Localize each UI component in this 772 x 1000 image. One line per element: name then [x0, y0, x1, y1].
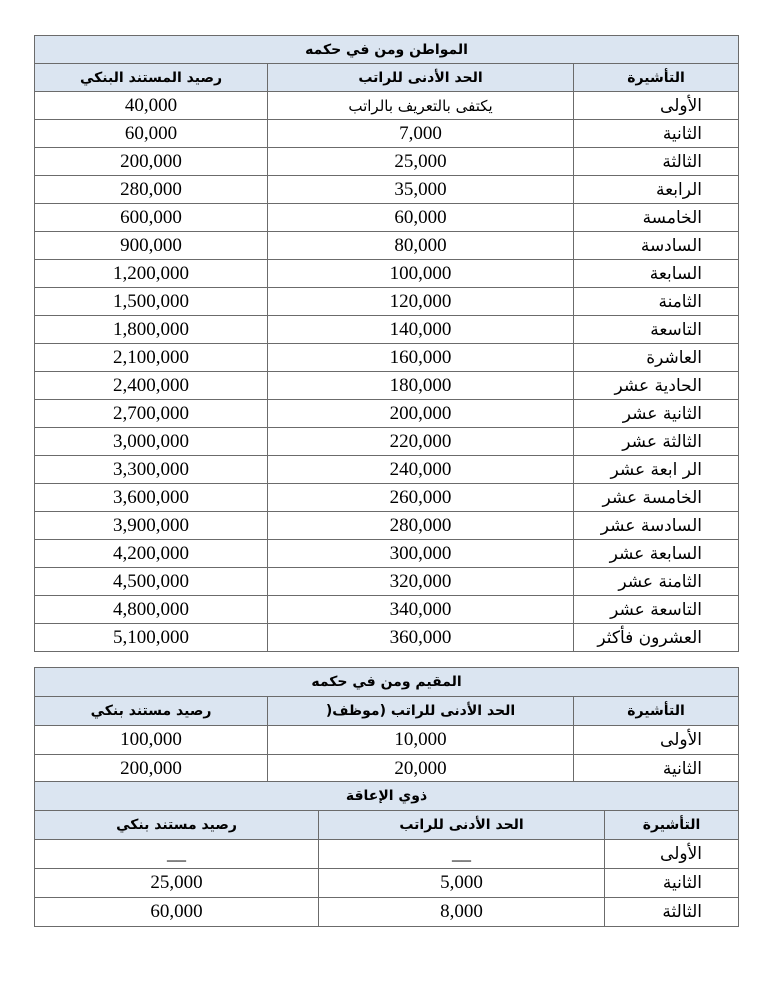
bank-balance-cell: 1,800,000: [35, 316, 268, 344]
min-salary-cell: 360,000: [268, 624, 574, 652]
visa-cell: السادسة: [574, 232, 739, 260]
min-salary-cell: 8,000: [319, 898, 605, 927]
visa-cell: التاسعة عشر: [574, 596, 739, 624]
visa-cell: الثانية عشر: [574, 400, 739, 428]
resident-header-bank-balance: رصيد مستند بنكي: [35, 697, 268, 726]
bank-balance-cell: 4,200,000: [35, 540, 268, 568]
visa-cell: الثانية: [605, 869, 739, 898]
table-row: [35, 869, 739, 898]
visa-cell: الثامنة: [574, 288, 739, 316]
min-salary-cell: 80,000: [268, 232, 574, 260]
bank-balance-cell: 280,000: [35, 176, 268, 204]
table-row: [35, 726, 739, 755]
min-salary-cell: 340,000: [268, 596, 574, 624]
bank-balance-cell: 1,500,000: [35, 288, 268, 316]
table-row: [35, 372, 739, 400]
citizen-table: [34, 35, 739, 652]
visa-cell: الحادية عشر: [574, 372, 739, 400]
table-row: [35, 344, 739, 372]
bank-balance-cell: 60,000: [35, 898, 319, 927]
table-row: [35, 596, 739, 624]
min-salary-cell: 220,000: [268, 428, 574, 456]
min-salary-cell: يكتفى بالتعريف بالراتب: [268, 92, 574, 120]
visa-cell: الثالثة: [605, 898, 739, 927]
min-salary-cell: 10,000: [268, 726, 574, 755]
min-salary-cell: 200,000: [268, 400, 574, 428]
bank-balance-cell: 4,800,000: [35, 596, 268, 624]
visa-cell: الأولى: [574, 92, 739, 120]
table-row: [35, 92, 739, 120]
min-salary-cell: 35,000: [268, 176, 574, 204]
bank-balance-cell: 3,600,000: [35, 484, 268, 512]
visa-cell: السابعة عشر: [574, 540, 739, 568]
bank-balance-cell: __: [35, 840, 319, 869]
visa-cell: الرابعة: [574, 176, 739, 204]
min-salary-cell: 160,000: [268, 344, 574, 372]
min-salary-cell: 240,000: [268, 456, 574, 484]
min-salary-cell: 260,000: [268, 484, 574, 512]
table-row: [35, 484, 739, 512]
visa-cell: الخامسة عشر: [574, 484, 739, 512]
table-row: [35, 512, 739, 540]
table-row: [35, 176, 739, 204]
visa-cell: السابعة: [574, 260, 739, 288]
bank-balance-cell: 2,400,000: [35, 372, 268, 400]
min-salary-cell: 320,000: [268, 568, 574, 596]
bank-balance-cell: 3,000,000: [35, 428, 268, 456]
citizen-header-min-salary: الحد الأدنى للراتب: [268, 64, 574, 92]
bank-balance-cell: 1,200,000: [35, 260, 268, 288]
disabled-header-visa: التأشيرة: [605, 811, 739, 840]
table-row: [35, 840, 739, 869]
citizen-table-body: [35, 92, 739, 652]
resident-table-body: [35, 726, 739, 784]
visa-cell: الخامسة: [574, 204, 739, 232]
resident-table-title: المقيم ومن في حكمه: [35, 668, 739, 697]
visa-cell: الثامنة عشر: [574, 568, 739, 596]
citizen-header-bank-balance: رصيد المستند البنكي: [35, 64, 268, 92]
visa-cell: السادسة عشر: [574, 512, 739, 540]
min-salary-cell: 25,000: [268, 148, 574, 176]
table-row: [35, 400, 739, 428]
min-salary-cell: 300,000: [268, 540, 574, 568]
bank-balance-cell: 3,900,000: [35, 512, 268, 540]
table-row: [35, 260, 739, 288]
visa-cell: العاشرة: [574, 344, 739, 372]
min-salary-cell: 7,000: [268, 120, 574, 148]
min-salary-cell: 60,000: [268, 204, 574, 232]
disabled-table-body: [35, 840, 739, 927]
table-row: [35, 755, 739, 784]
bank-balance-cell: 900,000: [35, 232, 268, 260]
table-row: [35, 456, 739, 484]
table-row: [35, 624, 739, 652]
table-row: [35, 148, 739, 176]
visa-cell: العشرون فأكثر: [574, 624, 739, 652]
resident-header-min-salary: الحد الأدنى للراتب (موظف(: [268, 697, 574, 726]
resident-header-visa: التأشيرة: [574, 697, 739, 726]
bank-balance-cell: 3,300,000: [35, 456, 268, 484]
table-row: [35, 540, 739, 568]
citizen-table-title: المواطن ومن في حكمه: [35, 36, 739, 64]
disabled-header-min-salary: الحد الأدنى للراتب: [319, 811, 605, 840]
min-salary-cell: 5,000: [319, 869, 605, 898]
visa-cell: الر ابعة عشر: [574, 456, 739, 484]
min-salary-cell: 140,000: [268, 316, 574, 344]
disabled-header-bank-balance: رصيد مستند بنكي: [35, 811, 319, 840]
visa-cell: التاسعة: [574, 316, 739, 344]
visa-cell: الأولى: [605, 840, 739, 869]
bank-balance-cell: 2,100,000: [35, 344, 268, 372]
min-salary-cell: 280,000: [268, 512, 574, 540]
visa-cell: الثالثة: [574, 148, 739, 176]
table-row: [35, 898, 739, 927]
disabled-table: [34, 781, 739, 927]
disabled-table-title: ذوي الإعاقة: [35, 782, 739, 811]
visa-cell: الثالثة عشر: [574, 428, 739, 456]
table-row: [35, 288, 739, 316]
bank-balance-cell: 600,000: [35, 204, 268, 232]
table-row: [35, 428, 739, 456]
resident-table: [34, 667, 739, 784]
citizen-header-visa: التأشيرة: [574, 64, 739, 92]
bank-balance-cell: 200,000: [35, 148, 268, 176]
bank-balance-cell: 60,000: [35, 120, 268, 148]
visa-cell: الثانية: [574, 120, 739, 148]
table-row: [35, 568, 739, 596]
min-salary-cell: 100,000: [268, 260, 574, 288]
min-salary-cell: 20,000: [268, 755, 574, 784]
visa-cell: الأولى: [574, 726, 739, 755]
table-row: [35, 120, 739, 148]
bank-balance-cell: 2,700,000: [35, 400, 268, 428]
min-salary-cell: 120,000: [268, 288, 574, 316]
bank-balance-cell: 5,100,000: [35, 624, 268, 652]
bank-balance-cell: 100,000: [35, 726, 268, 755]
table-row: [35, 204, 739, 232]
visa-cell: الثانية: [574, 755, 739, 784]
table-row: [35, 316, 739, 344]
table-row: [35, 232, 739, 260]
bank-balance-cell: 25,000: [35, 869, 319, 898]
bank-balance-cell: 200,000: [35, 755, 268, 784]
min-salary-cell: 180,000: [268, 372, 574, 400]
bank-balance-cell: 40,000: [35, 92, 268, 120]
min-salary-cell: __: [319, 840, 605, 869]
bank-balance-cell: 4,500,000: [35, 568, 268, 596]
